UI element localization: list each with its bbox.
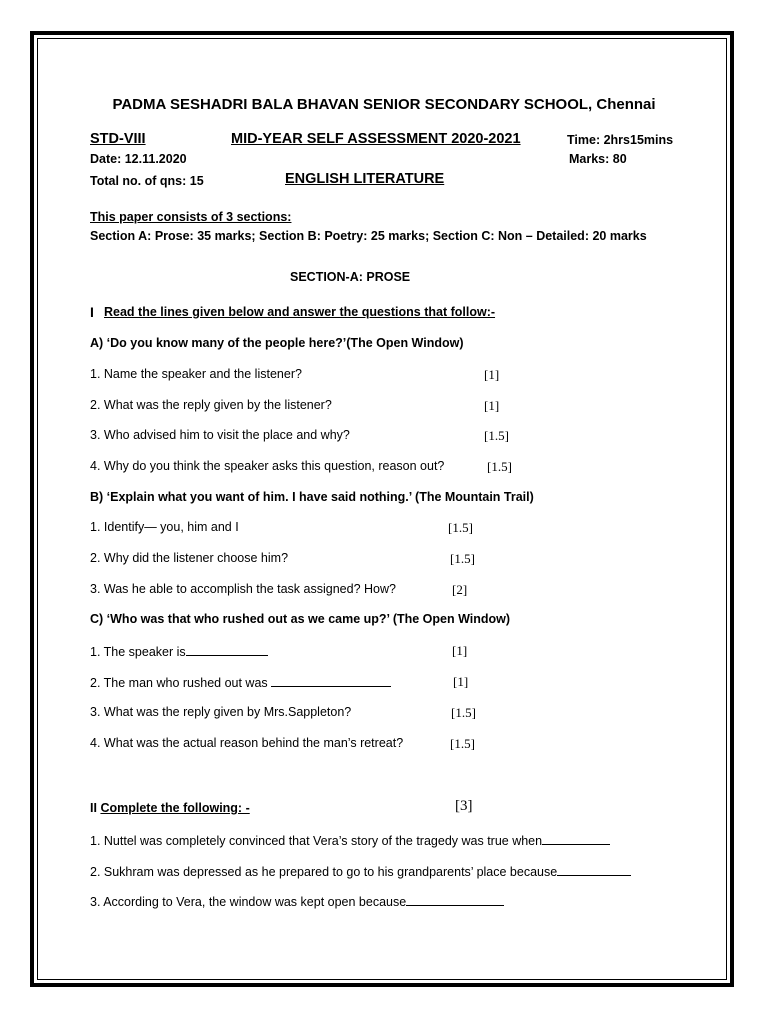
part-2-mark: [3]	[455, 798, 473, 814]
section-marks-breakdown: Section A: Prose: 35 marks; Section B: Poetry: 25 marks; Section C: Non – Detailed: 20 marks	[90, 229, 647, 243]
complete-item-1-text: 1. Nuttel was completely convinced that Vera’s story of the tragedy was true when	[90, 834, 543, 848]
answer-blank[interactable]	[542, 833, 610, 845]
question-a1-mark: [1]	[484, 367, 500, 382]
marks-label: Marks: 80	[569, 152, 627, 166]
question-b3: 3. Was he able to accomplish the task assigned? How?	[90, 582, 396, 596]
question-c4-mark: [1.5]	[450, 736, 475, 751]
std-label: STD-VIII	[90, 131, 146, 147]
question-c4: 4. What was the actual reason behind the man’s retreat?	[90, 736, 404, 750]
question-a3-mark: [1.5]	[484, 428, 509, 443]
question-c3: 3. What was the reply given by Mrs.Sappleton?	[90, 705, 352, 719]
question-group-b-heading: B) ‘Explain what you want of him. I have said nothing.’ (The Mountain Trail)	[90, 490, 534, 504]
question-c1-mark: [1]	[452, 643, 468, 658]
part-2-instruction: Complete the following: -	[100, 801, 250, 815]
question-b3-mark: [2]	[452, 582, 468, 597]
paper-intro-title: This paper consists of 3 sections:	[90, 210, 292, 224]
question-c2	[90, 675, 391, 690]
question-c1	[90, 644, 268, 659]
time-label: Time: 2hrs15mins	[567, 133, 674, 147]
exam-title: MID-YEAR SELF ASSESSMENT 2020-2021	[231, 131, 521, 147]
complete-item-3	[90, 894, 504, 909]
total-questions: Total no. of qns: 15	[90, 174, 204, 188]
question-b2: 2. Why did the listener choose him?	[90, 551, 289, 565]
question-b1: 1. Identify— you, him and I	[90, 520, 239, 534]
complete-item-1	[90, 833, 610, 848]
question-group-a-heading: A) ‘Do you know many of the people here?’(The Open Window)	[90, 336, 464, 350]
question-b1-mark: [1.5]	[448, 520, 473, 535]
question-c2-mark: [1]	[453, 674, 469, 689]
complete-item-2-text: 2. Sukhram was depressed as he prepared to go to his grandparents’ place because	[90, 865, 558, 879]
subject-title: ENGLISH LITERATURE	[285, 171, 445, 187]
part-2-heading	[90, 802, 250, 815]
question-a3: 3. Who advised him to visit the place and why?	[90, 428, 350, 442]
date-label: Date: 12.11.2020	[90, 152, 187, 166]
answer-blank[interactable]	[557, 864, 631, 876]
question-a4: 4. Why do you think the speaker asks this question, reason out?	[90, 459, 445, 473]
part-1-numeral: I	[90, 304, 94, 320]
question-a2-mark: [1]	[484, 398, 500, 413]
question-a1: 1. Name the speaker and the listener?	[90, 367, 302, 381]
complete-item-3-text: 3. According to Vera, the window was kept open because	[90, 895, 407, 909]
question-group-c-heading: C) ‘Who was that who rushed out as we came up?’ (The Open Window)	[90, 612, 511, 626]
question-a2: 2. What was the reply given by the listener?	[90, 398, 332, 412]
part-2-numeral: II	[90, 801, 97, 815]
question-c2-text: 2. The man who rushed out was	[90, 676, 272, 690]
school-name: PADMA SESHADRI BALA BHAVAN SENIOR SECONDARY SCHOOL, Chennai	[112, 96, 656, 113]
section-a-title: SECTION-A: PROSE	[290, 270, 411, 284]
answer-blank[interactable]	[186, 644, 268, 656]
question-b2-mark: [1.5]	[450, 551, 475, 566]
answer-blank[interactable]	[406, 894, 504, 906]
question-c3-mark: [1.5]	[451, 705, 476, 720]
question-a4-mark: [1.5]	[487, 459, 512, 474]
part-1-instruction: Read the lines given below and answer the questions that follow:-	[104, 305, 496, 319]
complete-item-2	[90, 864, 631, 879]
question-c1-text: 1. The speaker is	[90, 645, 186, 659]
answer-blank[interactable]	[271, 675, 391, 687]
